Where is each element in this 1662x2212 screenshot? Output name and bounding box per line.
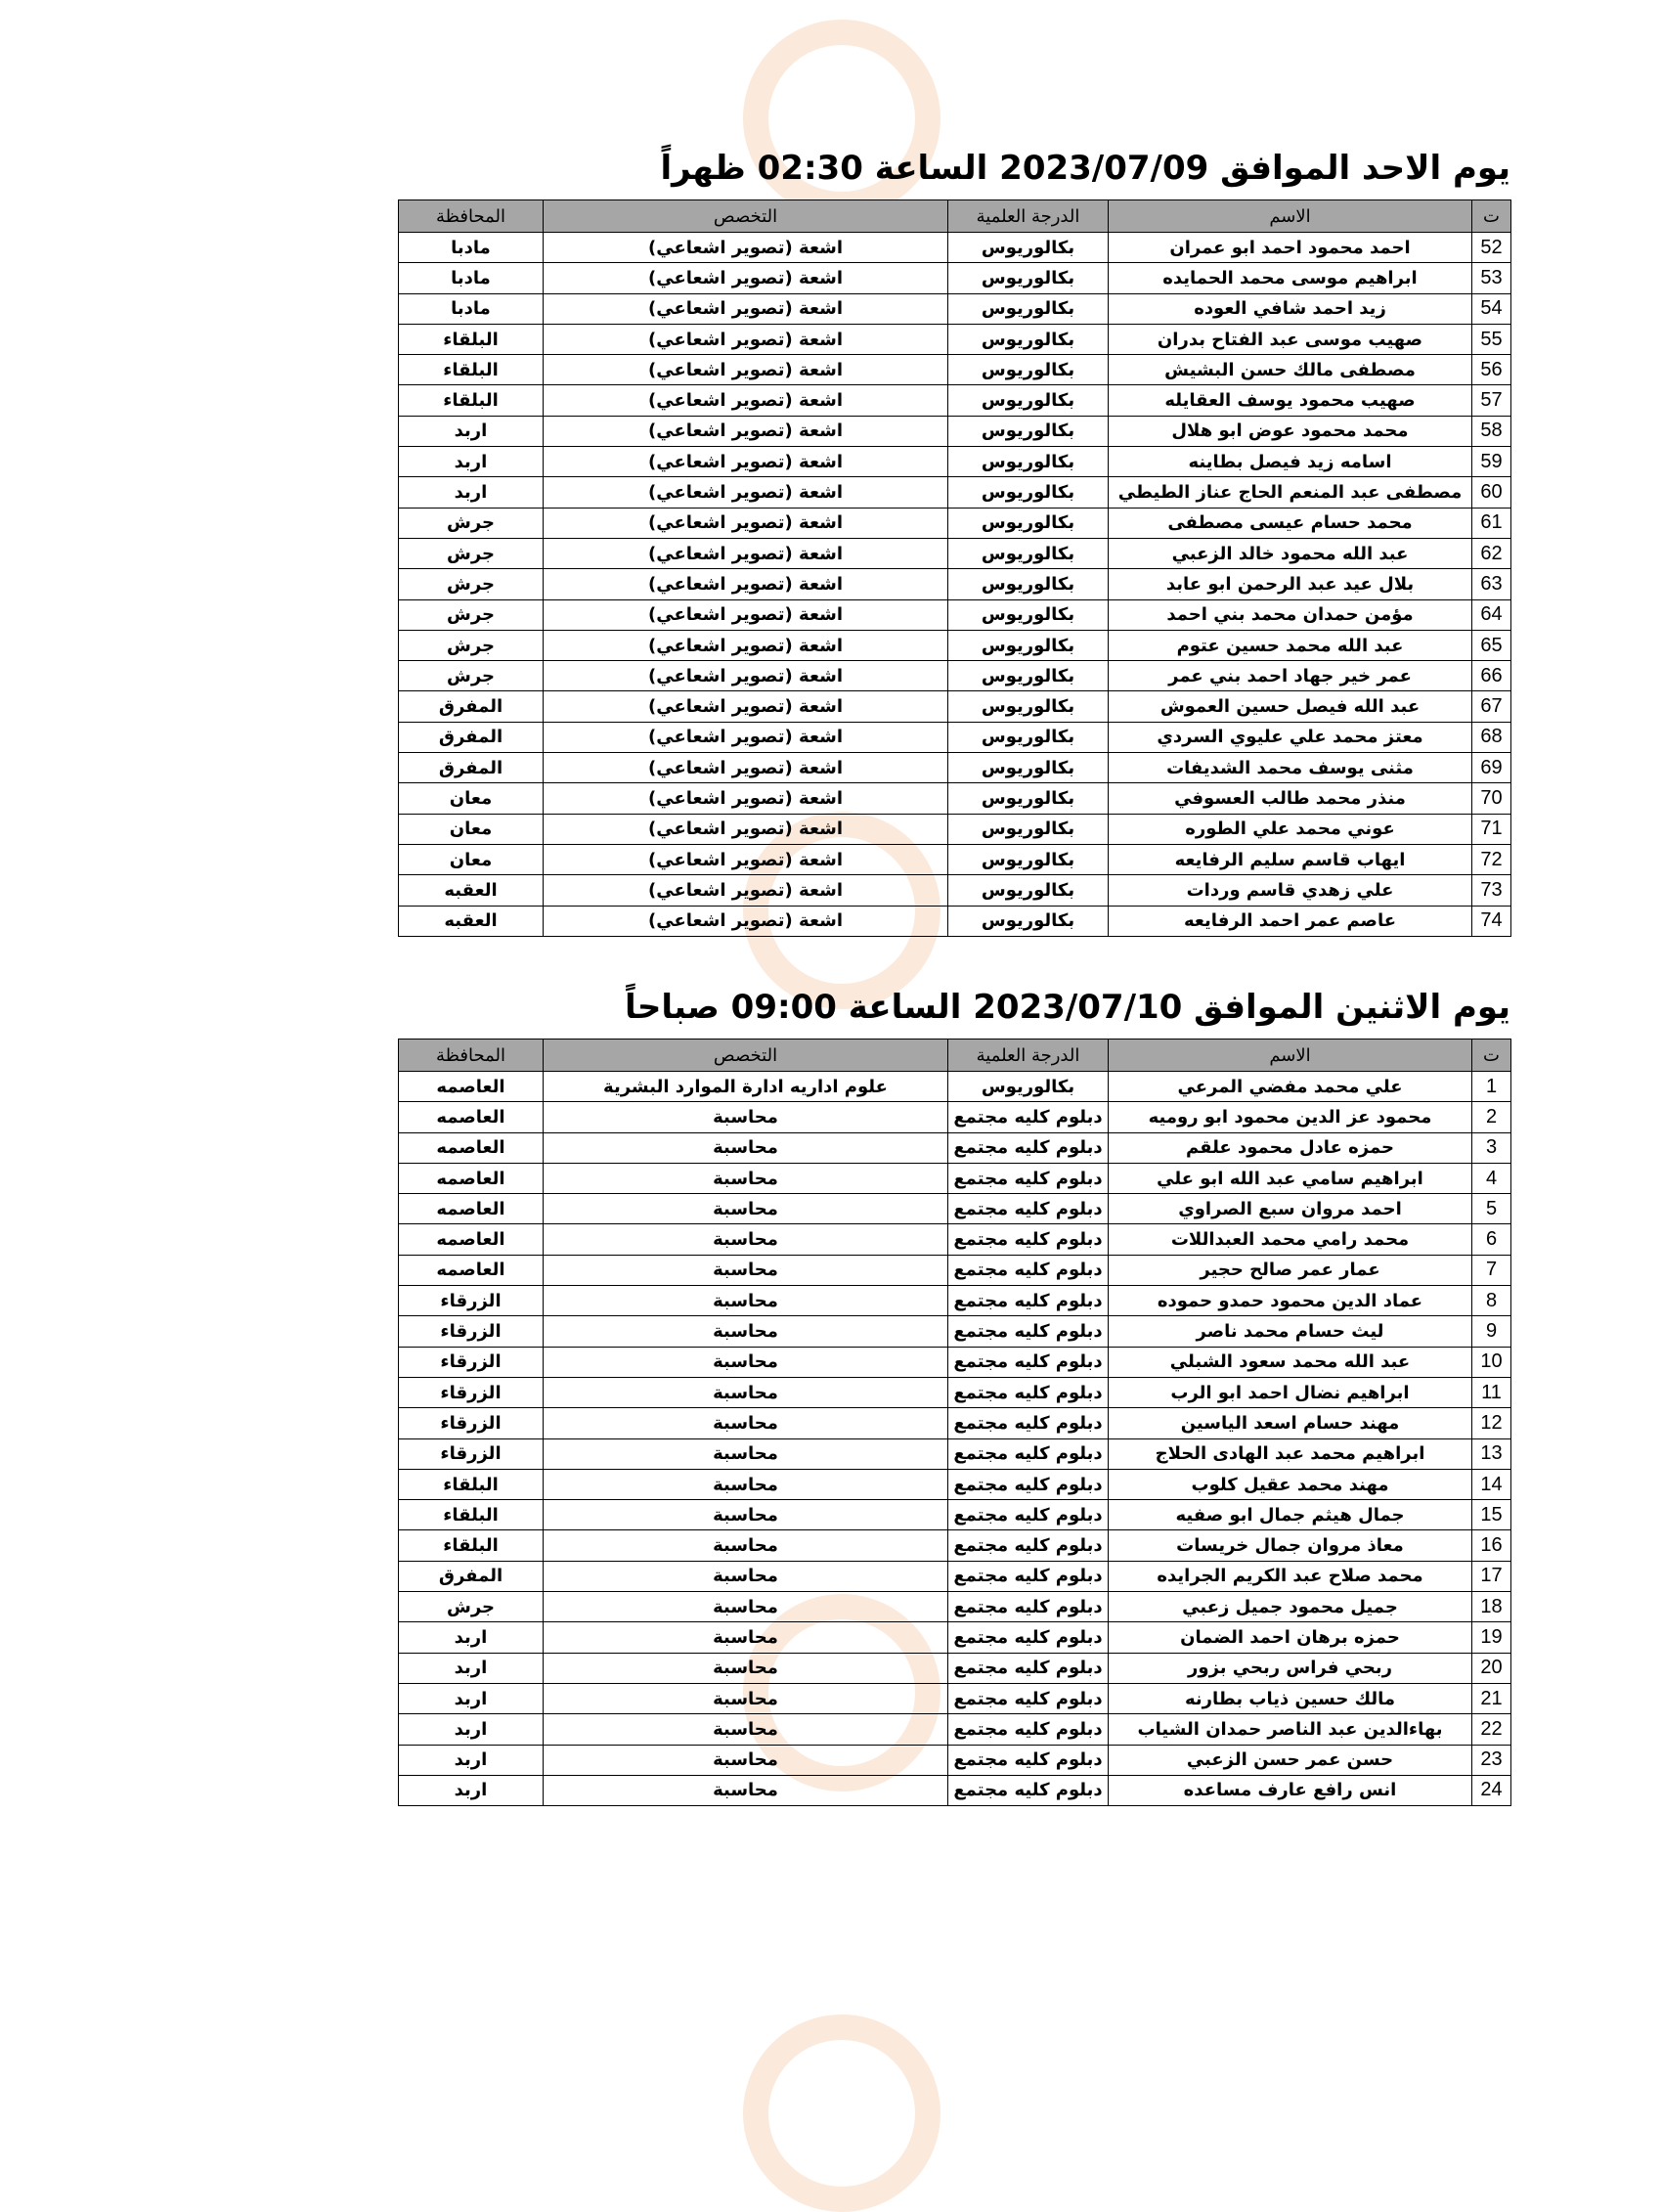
table-row xyxy=(399,1286,1511,1316)
col-governorate-cell: جرش xyxy=(399,661,544,691)
col-number-cell: 53 xyxy=(1472,263,1511,293)
col-governorate-cell: العقبه xyxy=(399,875,544,906)
col-number-cell: 58 xyxy=(1472,416,1511,446)
col-name-cell: حمزه برهان احمد الضمان xyxy=(1109,1622,1472,1653)
col-degree-cell: بكالوريوس xyxy=(948,569,1109,599)
col-governorate-cell: البلقاء xyxy=(399,385,544,416)
col-governorate-cell: مادبا xyxy=(399,293,544,324)
col-specialty-cell: محاسبة xyxy=(544,1622,948,1653)
col-specialty-cell: محاسبة xyxy=(544,1163,948,1193)
col-number-cell: 23 xyxy=(1472,1745,1511,1775)
col-specialty-cell: اشعة (تصوير اشعاعي) xyxy=(544,385,948,416)
col-number-cell: 57 xyxy=(1472,385,1511,416)
col-number-cell: 65 xyxy=(1472,630,1511,660)
header-row xyxy=(399,1040,1511,1072)
col-governorate-cell: اربد xyxy=(399,1653,544,1683)
col-specialty-header: التخصص xyxy=(544,200,948,233)
col-name-cell: عبد الله محمد حسين عتوم xyxy=(1109,630,1472,660)
col-governorate-cell: العاصمه xyxy=(399,1102,544,1132)
col-governorate-cell: العاصمه xyxy=(399,1072,544,1102)
col-specialty-cell: اشعة (تصوير اشعاعي) xyxy=(544,722,948,752)
col-governorate-cell: اربد xyxy=(399,1714,544,1745)
col-number-cell: 63 xyxy=(1472,569,1511,599)
col-number-cell: 13 xyxy=(1472,1438,1511,1469)
col-governorate-cell: اربد xyxy=(399,1683,544,1713)
col-name-cell: مثنى يوسف محمد الشديفات xyxy=(1109,753,1472,783)
col-governorate-cell: الزرقاء xyxy=(399,1347,544,1377)
col-degree-header: الدرجة العلمية xyxy=(948,1040,1109,1072)
table-row xyxy=(399,1194,1511,1224)
col-specialty-cell: اشعة (تصوير اشعاعي) xyxy=(544,844,948,874)
col-degree-cell: دبلوم كليه مجتمع xyxy=(948,1194,1109,1224)
table-row xyxy=(399,1469,1511,1499)
col-name-cell: ايهاب قاسم سليم الرفايعه xyxy=(1109,844,1472,874)
col-number-header: ت xyxy=(1472,1040,1511,1072)
col-number-cell: 24 xyxy=(1472,1775,1511,1805)
col-governorate-cell: جرش xyxy=(399,630,544,660)
col-governorate-cell: معان xyxy=(399,814,544,844)
col-degree-cell: بكالوريوس xyxy=(948,477,1109,508)
table-row xyxy=(399,1377,1511,1407)
col-number-cell: 71 xyxy=(1472,814,1511,844)
col-degree-cell: بكالوريوس xyxy=(948,263,1109,293)
col-degree-cell: دبلوم كليه مجتمع xyxy=(948,1377,1109,1407)
table-row xyxy=(399,844,1511,874)
col-governorate-cell: البلقاء xyxy=(399,1500,544,1530)
col-governorate-cell: جرش xyxy=(399,569,544,599)
col-degree-cell: بكالوريوس xyxy=(948,447,1109,477)
col-specialty-cell: محاسبة xyxy=(544,1653,948,1683)
col-number-cell: 70 xyxy=(1472,783,1511,814)
col-number-header: ت xyxy=(1472,200,1511,233)
col-degree-cell: دبلوم كليه مجتمع xyxy=(948,1316,1109,1347)
section-title: يوم الاثنين الموافق 2023/07/10 الساعة 09:00 صباحاً xyxy=(625,988,1510,1027)
col-specialty-cell: محاسبة xyxy=(544,1561,948,1591)
col-governorate-cell: مادبا xyxy=(399,233,544,263)
col-governorate-cell: البلقاء xyxy=(399,324,544,354)
col-number-cell: 56 xyxy=(1472,355,1511,385)
col-name-cell: محمد محمود عوض ابو هلال xyxy=(1109,416,1472,446)
table-row xyxy=(399,1714,1511,1745)
col-specialty-header: التخصص xyxy=(544,1040,948,1072)
col-number-cell: 12 xyxy=(1472,1408,1511,1438)
col-specialty-cell: محاسبة xyxy=(544,1255,948,1285)
col-specialty-cell: محاسبة xyxy=(544,1132,948,1163)
col-number-cell: 72 xyxy=(1472,844,1511,874)
col-name-cell: مصطفى عبد المنعم الحاج عناز الطيطي xyxy=(1109,477,1472,508)
col-name-cell: ابراهيم سامي عبد الله ابو علي xyxy=(1109,1163,1472,1193)
col-specialty-cell: محاسبة xyxy=(544,1224,948,1255)
col-specialty-cell: اشعة (تصوير اشعاعي) xyxy=(544,355,948,385)
table-row xyxy=(399,263,1511,293)
col-governorate-cell: اربد xyxy=(399,477,544,508)
col-governorate-cell: الزرقاء xyxy=(399,1377,544,1407)
col-governorate-cell: الزرقاء xyxy=(399,1408,544,1438)
col-number-cell: 16 xyxy=(1472,1530,1511,1561)
table-row xyxy=(399,477,1511,508)
col-specialty-cell: اشعة (تصوير اشعاعي) xyxy=(544,783,948,814)
col-degree-cell: بكالوريوس xyxy=(948,508,1109,538)
col-governorate-cell: الزرقاء xyxy=(399,1286,544,1316)
table-row xyxy=(399,1102,1511,1132)
col-specialty-cell: اشعة (تصوير اشعاعي) xyxy=(544,569,948,599)
table-row xyxy=(399,1683,1511,1713)
col-name-cell: حمزه عادل محمود علقم xyxy=(1109,1132,1472,1163)
col-governorate-cell: الزرقاء xyxy=(399,1316,544,1347)
table-row xyxy=(399,1775,1511,1805)
col-specialty-cell: محاسبة xyxy=(544,1714,948,1745)
col-degree-cell: بكالوريوس xyxy=(948,753,1109,783)
table-row xyxy=(399,1347,1511,1377)
table-row xyxy=(399,1438,1511,1469)
watermark-logo xyxy=(743,2014,940,2212)
col-specialty-cell: اشعة (تصوير اشعاعي) xyxy=(544,599,948,630)
col-number-cell: 69 xyxy=(1472,753,1511,783)
table-row xyxy=(399,355,1511,385)
col-specialty-cell: محاسبة xyxy=(544,1530,948,1561)
table-row xyxy=(399,1316,1511,1347)
col-degree-cell: دبلوم كليه مجتمع xyxy=(948,1163,1109,1193)
table-row xyxy=(399,1255,1511,1285)
col-specialty-cell: محاسبة xyxy=(544,1408,948,1438)
col-specialty-cell: محاسبة xyxy=(544,1102,948,1132)
col-governorate-cell: جرش xyxy=(399,1592,544,1622)
col-governorate-cell: جرش xyxy=(399,599,544,630)
table-row xyxy=(399,293,1511,324)
col-number-cell: 4 xyxy=(1472,1163,1511,1193)
table-row xyxy=(399,569,1511,599)
col-governorate-cell: معان xyxy=(399,783,544,814)
col-number-cell: 59 xyxy=(1472,447,1511,477)
table-row xyxy=(399,508,1511,538)
table-row xyxy=(399,385,1511,416)
col-governorate-cell: المفرق xyxy=(399,722,544,752)
col-number-cell: 14 xyxy=(1472,1469,1511,1499)
col-number-cell: 67 xyxy=(1472,691,1511,722)
col-specialty-cell: اشعة (تصوير اشعاعي) xyxy=(544,875,948,906)
col-degree-cell: دبلوم كليه مجتمع xyxy=(948,1347,1109,1377)
col-name-cell: ابراهيم محمد عبد الهادى الحلاج xyxy=(1109,1438,1472,1469)
col-degree-cell: دبلوم كليه مجتمع xyxy=(948,1714,1109,1745)
table-row xyxy=(399,599,1511,630)
col-number-cell: 62 xyxy=(1472,538,1511,568)
col-name-cell: ابراهيم موسى محمد الحمايده xyxy=(1109,263,1472,293)
col-number-cell: 6 xyxy=(1472,1224,1511,1255)
table-row xyxy=(399,1408,1511,1438)
col-degree-cell: بكالوريوس xyxy=(948,814,1109,844)
col-degree-cell: دبلوم كليه مجتمع xyxy=(948,1500,1109,1530)
col-name-cell: علي محمد مفضي المرعي xyxy=(1109,1072,1472,1102)
col-degree-cell: دبلوم كليه مجتمع xyxy=(948,1745,1109,1775)
table-row xyxy=(399,722,1511,752)
col-governorate-cell: اربد xyxy=(399,416,544,446)
col-governorate-cell: الزرقاء xyxy=(399,1438,544,1469)
col-governorate-cell: البلقاء xyxy=(399,1469,544,1499)
table-row xyxy=(399,1132,1511,1163)
col-number-cell: 55 xyxy=(1472,324,1511,354)
col-number-cell: 15 xyxy=(1472,1500,1511,1530)
col-name-cell: بهاءالدين عبد الناصر حمدان الشياب xyxy=(1109,1714,1472,1745)
col-degree-cell: بكالوريوس xyxy=(948,324,1109,354)
table-row xyxy=(399,538,1511,568)
table-row xyxy=(399,1500,1511,1530)
table-row xyxy=(399,1224,1511,1255)
col-specialty-cell: محاسبة xyxy=(544,1316,948,1347)
col-degree-cell: بكالوريوس xyxy=(948,1072,1109,1102)
col-name-cell: منذر محمد طالب العسوفي xyxy=(1109,783,1472,814)
col-specialty-cell: محاسبة xyxy=(544,1500,948,1530)
col-degree-cell: بكالوريوس xyxy=(948,385,1109,416)
col-name-cell: عوني محمد علي الطوره xyxy=(1109,814,1472,844)
col-number-cell: 21 xyxy=(1472,1683,1511,1713)
col-governorate-cell: جرش xyxy=(399,508,544,538)
col-degree-cell: دبلوم كليه مجتمع xyxy=(948,1255,1109,1285)
table-row xyxy=(399,691,1511,722)
col-governorate-cell: البلقاء xyxy=(399,1530,544,1561)
col-governorate-cell: معان xyxy=(399,844,544,874)
col-degree-cell: بكالوريوس xyxy=(948,538,1109,568)
col-governorate-header: المحافظة xyxy=(399,1040,544,1072)
col-name-cell: مصطفى مالك حسن البشيش xyxy=(1109,355,1472,385)
col-degree-cell: بكالوريوس xyxy=(948,416,1109,446)
col-specialty-cell: محاسبة xyxy=(544,1592,948,1622)
col-name-cell: عبد الله فيصل حسين العموش xyxy=(1109,691,1472,722)
table-row xyxy=(399,1530,1511,1561)
col-name-cell: جميل محمود جميل زعبي xyxy=(1109,1592,1472,1622)
col-specialty-cell: محاسبة xyxy=(544,1286,948,1316)
schedule-table xyxy=(398,199,1511,937)
col-name-cell: انس رافع عارف مساعده xyxy=(1109,1775,1472,1805)
col-degree-cell: بكالوريوس xyxy=(948,875,1109,906)
col-number-cell: 60 xyxy=(1472,477,1511,508)
col-number-cell: 18 xyxy=(1472,1592,1511,1622)
col-specialty-cell: اشعة (تصوير اشعاعي) xyxy=(544,447,948,477)
col-degree-cell: دبلوم كليه مجتمع xyxy=(948,1592,1109,1622)
col-degree-cell: دبلوم كليه مجتمع xyxy=(948,1653,1109,1683)
col-specialty-cell: محاسبة xyxy=(544,1377,948,1407)
section-title: يوم الاحد الموافق 2023/07/09 الساعة 02:30 ظهراً xyxy=(660,149,1510,188)
col-name-cell: صهيب موسى عبد الفتاح بدران xyxy=(1109,324,1472,354)
col-number-cell: 68 xyxy=(1472,722,1511,752)
col-governorate-cell: العقبه xyxy=(399,906,544,936)
col-degree-cell: دبلوم كليه مجتمع xyxy=(948,1286,1109,1316)
col-name-cell: صهيب محمود يوسف العقايله xyxy=(1109,385,1472,416)
col-specialty-cell: محاسبة xyxy=(544,1745,948,1775)
table-row xyxy=(399,814,1511,844)
table-row xyxy=(399,324,1511,354)
table-row xyxy=(399,661,1511,691)
col-name-cell: ابراهيم نضال احمد ابو الرب xyxy=(1109,1377,1472,1407)
col-name-cell: جمال هيثم جمال ابو صفيه xyxy=(1109,1500,1472,1530)
col-name-cell: محمد رامي محمد العبداللات xyxy=(1109,1224,1472,1255)
col-governorate-cell: مادبا xyxy=(399,263,544,293)
col-number-cell: 11 xyxy=(1472,1377,1511,1407)
col-name-cell: عمار عمر صالح حجير xyxy=(1109,1255,1472,1285)
table-row xyxy=(399,906,1511,936)
header-row xyxy=(399,200,1511,233)
col-name-cell: احمد مروان سبع الصراوي xyxy=(1109,1194,1472,1224)
col-degree-cell: بكالوريوس xyxy=(948,233,1109,263)
table-row xyxy=(399,1163,1511,1193)
col-degree-cell: بكالوريوس xyxy=(948,355,1109,385)
col-degree-cell: دبلوم كليه مجتمع xyxy=(948,1530,1109,1561)
col-name-header: الاسم xyxy=(1109,200,1472,233)
col-degree-header: الدرجة العلمية xyxy=(948,200,1109,233)
col-specialty-cell: اشعة (تصوير اشعاعي) xyxy=(544,508,948,538)
table-row xyxy=(399,416,1511,446)
table-row xyxy=(399,630,1511,660)
col-name-cell: عبد الله محمود خالد الزعبي xyxy=(1109,538,1472,568)
col-degree-cell: بكالوريوس xyxy=(948,844,1109,874)
col-specialty-cell: اشعة (تصوير اشعاعي) xyxy=(544,661,948,691)
col-specialty-cell: محاسبة xyxy=(544,1775,948,1805)
col-governorate-cell: العاصمه xyxy=(399,1132,544,1163)
col-degree-cell: دبلوم كليه مجتمع xyxy=(948,1102,1109,1132)
col-number-cell: 64 xyxy=(1472,599,1511,630)
col-number-cell: 10 xyxy=(1472,1347,1511,1377)
col-specialty-cell: محاسبة xyxy=(544,1194,948,1224)
col-specialty-cell: اشعة (تصوير اشعاعي) xyxy=(544,753,948,783)
col-specialty-cell: محاسبة xyxy=(544,1438,948,1469)
col-governorate-cell: المفرق xyxy=(399,1561,544,1591)
col-number-cell: 7 xyxy=(1472,1255,1511,1285)
col-specialty-cell: علوم اداريه ادارة الموارد البشرية xyxy=(544,1072,948,1102)
col-specialty-cell: اشعة (تصوير اشعاعي) xyxy=(544,691,948,722)
col-governorate-cell: اربد xyxy=(399,1775,544,1805)
col-name-cell: معتز محمد علي عليوي السردي xyxy=(1109,722,1472,752)
col-number-cell: 20 xyxy=(1472,1653,1511,1683)
col-name-cell: ليث حسام محمد ناصر xyxy=(1109,1316,1472,1347)
col-name-cell: زيد احمد شافي العوده xyxy=(1109,293,1472,324)
col-number-cell: 17 xyxy=(1472,1561,1511,1591)
col-name-cell: عمر خير جهاد احمد بني عمر xyxy=(1109,661,1472,691)
col-specialty-cell: محاسبة xyxy=(544,1683,948,1713)
col-specialty-cell: اشعة (تصوير اشعاعي) xyxy=(544,293,948,324)
col-number-cell: 8 xyxy=(1472,1286,1511,1316)
col-governorate-cell: جرش xyxy=(399,538,544,568)
col-number-cell: 66 xyxy=(1472,661,1511,691)
col-name-cell: اسامه زيد فيصل بطاينه xyxy=(1109,447,1472,477)
col-name-cell: محمود عز الدين محمود ابو روميه xyxy=(1109,1102,1472,1132)
col-governorate-cell: العاصمه xyxy=(399,1163,544,1193)
col-degree-cell: دبلوم كليه مجتمع xyxy=(948,1622,1109,1653)
col-name-cell: محمد صلاح عبد الكريم الجرايده xyxy=(1109,1561,1472,1591)
col-number-cell: 74 xyxy=(1472,906,1511,936)
col-number-cell: 9 xyxy=(1472,1316,1511,1347)
col-degree-cell: دبلوم كليه مجتمع xyxy=(948,1438,1109,1469)
col-governorate-cell: العاصمه xyxy=(399,1224,544,1255)
col-degree-cell: دبلوم كليه مجتمع xyxy=(948,1132,1109,1163)
col-name-cell: احمد محمود احمد ابو عمران xyxy=(1109,233,1472,263)
col-governorate-cell: العاصمه xyxy=(399,1255,544,1285)
table-row xyxy=(399,233,1511,263)
col-name-cell: محمد حسام عيسى مصطفى xyxy=(1109,508,1472,538)
col-name-cell: معاذ مروان جمال خريسات xyxy=(1109,1530,1472,1561)
col-name-cell: علي زهدي قاسم وردات xyxy=(1109,875,1472,906)
col-specialty-cell: اشعة (تصوير اشعاعي) xyxy=(544,416,948,446)
table-row xyxy=(399,753,1511,783)
col-name-cell: عبد الله محمد سعود الشبلي xyxy=(1109,1347,1472,1377)
col-specialty-cell: اشعة (تصوير اشعاعي) xyxy=(544,538,948,568)
col-name-cell: مؤمن حمدان محمد بني احمد xyxy=(1109,599,1472,630)
col-number-cell: 2 xyxy=(1472,1102,1511,1132)
table-row xyxy=(399,1745,1511,1775)
col-name-cell: عماد الدين محمود حمدو حموده xyxy=(1109,1286,1472,1316)
col-governorate-header: المحافظة xyxy=(399,200,544,233)
col-governorate-cell: اربد xyxy=(399,1745,544,1775)
col-degree-cell: دبلوم كليه مجتمع xyxy=(948,1775,1109,1805)
col-name-cell: بلال عيد عبد الرحمن ابو عابد xyxy=(1109,569,1472,599)
table-row xyxy=(399,1622,1511,1653)
col-number-cell: 54 xyxy=(1472,293,1511,324)
col-degree-cell: بكالوريوس xyxy=(948,691,1109,722)
table-row xyxy=(399,447,1511,477)
col-degree-cell: بكالوريوس xyxy=(948,661,1109,691)
col-number-cell: 3 xyxy=(1472,1132,1511,1163)
col-name-header: الاسم xyxy=(1109,1040,1472,1072)
col-specialty-cell: اشعة (تصوير اشعاعي) xyxy=(544,906,948,936)
col-number-cell: 5 xyxy=(1472,1194,1511,1224)
col-degree-cell: بكالوريوس xyxy=(948,906,1109,936)
col-specialty-cell: اشعة (تصوير اشعاعي) xyxy=(544,630,948,660)
col-degree-cell: بكالوريوس xyxy=(948,630,1109,660)
table-row xyxy=(399,1592,1511,1622)
col-governorate-cell: اربد xyxy=(399,1622,544,1653)
table-row xyxy=(399,875,1511,906)
col-degree-cell: دبلوم كليه مجتمع xyxy=(948,1469,1109,1499)
col-specialty-cell: اشعة (تصوير اشعاعي) xyxy=(544,263,948,293)
col-number-cell: 52 xyxy=(1472,233,1511,263)
col-governorate-cell: اربد xyxy=(399,447,544,477)
table-row xyxy=(399,1072,1511,1102)
col-specialty-cell: اشعة (تصوير اشعاعي) xyxy=(544,814,948,844)
table-row xyxy=(399,783,1511,814)
col-degree-cell: بكالوريوس xyxy=(948,783,1109,814)
col-specialty-cell: محاسبة xyxy=(544,1347,948,1377)
schedule-table xyxy=(398,1039,1511,1806)
col-degree-cell: بكالوريوس xyxy=(948,293,1109,324)
col-governorate-cell: المفرق xyxy=(399,753,544,783)
col-name-cell: مهند حسام اسعد الياسين xyxy=(1109,1408,1472,1438)
col-number-cell: 19 xyxy=(1472,1622,1511,1653)
col-number-cell: 1 xyxy=(1472,1072,1511,1102)
col-governorate-cell: العاصمه xyxy=(399,1194,544,1224)
col-degree-cell: دبلوم كليه مجتمع xyxy=(948,1683,1109,1713)
col-name-cell: عاصم عمر احمد الرفايعه xyxy=(1109,906,1472,936)
col-governorate-cell: المفرق xyxy=(399,691,544,722)
col-specialty-cell: محاسبة xyxy=(544,1469,948,1499)
col-number-cell: 22 xyxy=(1472,1714,1511,1745)
col-degree-cell: دبلوم كليه مجتمع xyxy=(948,1408,1109,1438)
col-specialty-cell: اشعة (تصوير اشعاعي) xyxy=(544,233,948,263)
col-name-cell: حسن عمر حسن الزعبي xyxy=(1109,1745,1472,1775)
col-degree-cell: دبلوم كليه مجتمع xyxy=(948,1224,1109,1255)
col-degree-cell: دبلوم كليه مجتمع xyxy=(948,1561,1109,1591)
col-name-cell: مهند محمد عقيل كلوب xyxy=(1109,1469,1472,1499)
col-degree-cell: بكالوريوس xyxy=(948,599,1109,630)
table-row xyxy=(399,1561,1511,1591)
col-governorate-cell: البلقاء xyxy=(399,355,544,385)
col-specialty-cell: اشعة (تصوير اشعاعي) xyxy=(544,477,948,508)
col-number-cell: 73 xyxy=(1472,875,1511,906)
col-name-cell: مالك حسين ذياب بطارنه xyxy=(1109,1683,1472,1713)
col-degree-cell: بكالوريوس xyxy=(948,722,1109,752)
col-number-cell: 61 xyxy=(1472,508,1511,538)
table-row xyxy=(399,1653,1511,1683)
col-name-cell: ربحي فراس ربحي بزور xyxy=(1109,1653,1472,1683)
col-specialty-cell: اشعة (تصوير اشعاعي) xyxy=(544,324,948,354)
